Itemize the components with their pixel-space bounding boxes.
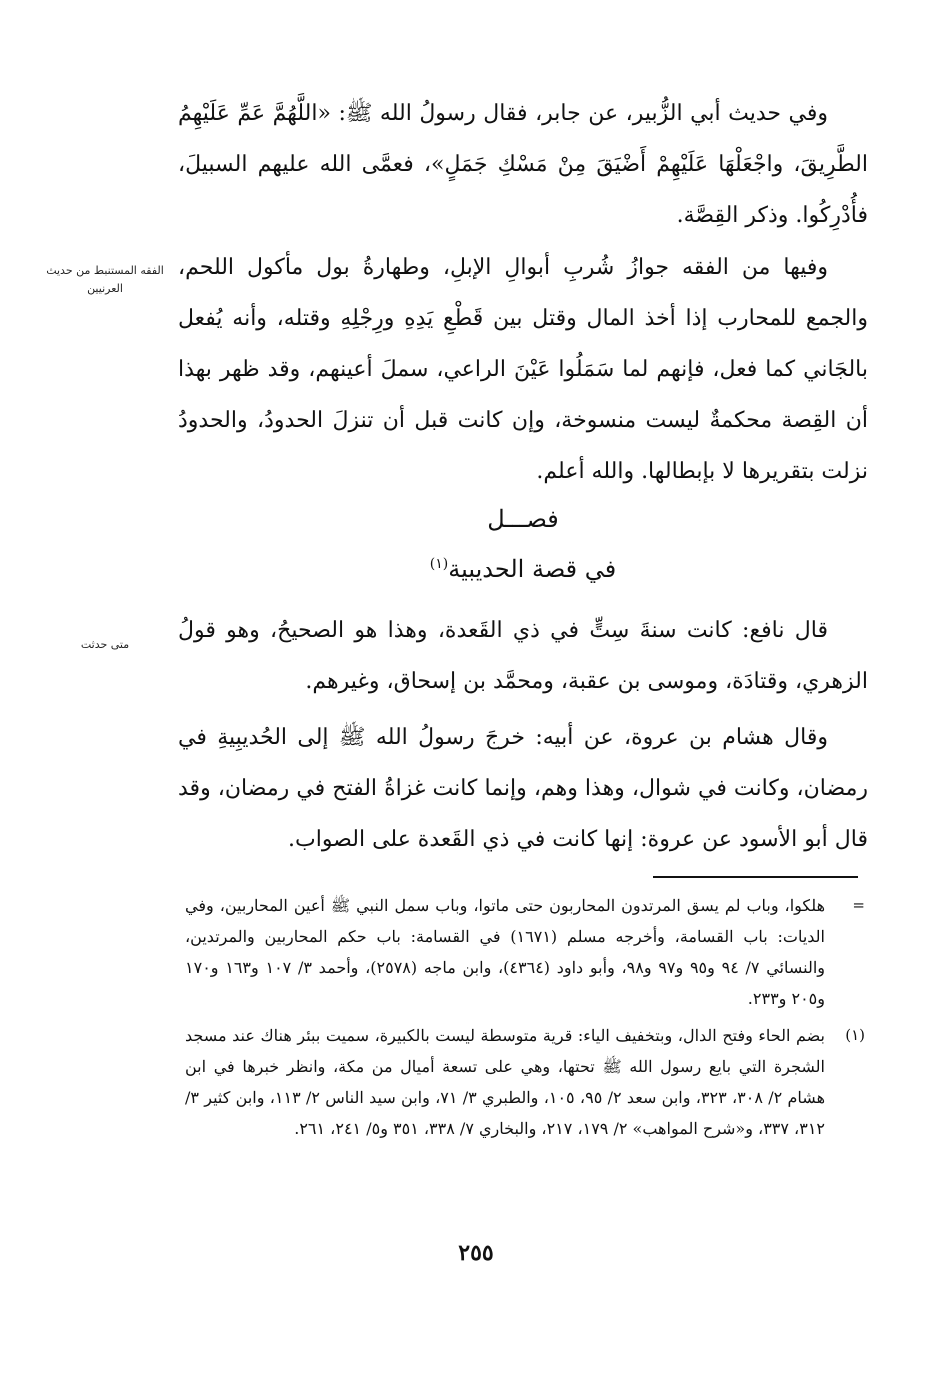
margin-note-when: متى حدثت bbox=[80, 638, 130, 651]
footnote-marker: (١) bbox=[845, 1026, 865, 1044]
footnote-text: بضم الحاء وفتح الدال، وبتخفيف الياء: قرية متوسطة ليست بالكبيرة، سميت ببئر هناك عند مسجد الشجرة التي بايع رسول الله ﷺ تحتها، وهي على تسعة أميال من مكة، وانظر خبرها في ابن هشام ٢/ ٣٠٨، ٣٢٣، وابن سعد ٢/ ٩٥، ١٠٥، والطبري ٣/ ٧١، وابن سيد الناس ٢/ ١١٣، وابن كثير ٣/ ٣١٢، ٣٣٧، و«شرح المواهب» ٢/ ١٧٩، ٢١٧، والبخاري ٧/ ٣٣٨، ٣٥١ و٥/ ٢٤١، ٢٦١. bbox=[185, 1026, 825, 1138]
paragraph-text: قال نافع: كانت سنةَ سِتٍّ في ذي القَعدة، وهذا هو الصحيحُ، وهو قولُ الزهري، وقتادَة، وموسى بن عقبة، ومحمَّد بن إسحاق، وغيرهم. bbox=[178, 618, 868, 694]
footnote-1 bbox=[185, 1020, 865, 1144]
footnotes bbox=[185, 890, 865, 1144]
footnote-ref[interactable]: (١) bbox=[429, 556, 449, 572]
paragraph-text: وفيها من الفقه جوازُ شُربِ أبوالِ الإبلِ، وطهارةُ بول مأكول اللحم، والجمع للمحارب إذا أخذ المال وقتل بين قَطْعِ يَدِهِ ورِجْلِهِ وقتله، وأنه يُفعل بالجَاني كما فعل، فإنهم لما سَمَلُوا عَيْنَ الراعي، سملَ أعينهم، وقد ظهر بهذا أن القِصة محكمةٌ ليست منسوخة، وإن كانت قبل أن تنزلَ الحدودُ، والحدودُ نزلت بتقريرها لا بإبطالها. والله أعلم. bbox=[178, 255, 868, 484]
margin-note-fiqh: الفقه المستنبط من حديث العرنيين bbox=[46, 264, 164, 295]
footnote-text: هلكوا، وباب لم يسق المرتدون المحاربون حتى ماتوا، وباب سمل النبي ﷺ أعين المحاربين، وفي الديات: باب القسامة، وأخرجه مسلم (١٦٧١) في القسامة: باب حكم المحاربين والمرتدين، والنسائي ٧/ ٩٤ و٩٥ و٩٧ و٩٨، وأبو داود (٤٣٦٤)، وابن ماجه (٢٥٧٨)، وأحمد ٣/ ١٠٧ و١٦٣ و١٧٠ و٢٠٥ و٢٣٣. bbox=[185, 896, 826, 1008]
paragraph-text: وفي حديث أبي الزُّبير، عن جابر، فقال رسولُ الله ﷺ: «اللَّهُمَّ عَمِّ عَلَيْهِمُ الطَّرِيقَ، واجْعَلْهَا عَلَيْهِمْ أَضْيَقَ مِنْ مَسْكِ جَمَلٍ»، فعمَّى الله عليهم السبيلَ، فأُدْرِكُوا. وذكر القِصَّة. bbox=[178, 101, 868, 228]
section-subtitle bbox=[178, 555, 868, 583]
section-title: فصـــل bbox=[487, 505, 559, 533]
paragraph-nafi bbox=[178, 605, 868, 707]
paragraph-hisham bbox=[178, 712, 868, 865]
footnote-continued bbox=[185, 890, 865, 1014]
paragraph-text: وقال هشام بن عروة، عن أبيه: خرجَ رسولُ الله ﷺ إلى الحُديبِيةِ في رمضان، وكانت في شوال، وهذا وهم، وإنما كانت غزاةُ الفتح في رمضان، وقد قال أبو الأسود عن عروة: إنها كانت في ذي القَعدة على الصواب. bbox=[178, 725, 868, 852]
paragraph-abu-zubair-hadith bbox=[178, 88, 868, 241]
subtitle-text: في قصة الحديبية bbox=[448, 555, 617, 583]
footnote-separator bbox=[653, 876, 858, 878]
footnote-marker: = bbox=[852, 896, 865, 914]
page-number: ٢٥٥ bbox=[458, 1240, 494, 1266]
paragraph-fiqh-lessons bbox=[178, 242, 868, 497]
